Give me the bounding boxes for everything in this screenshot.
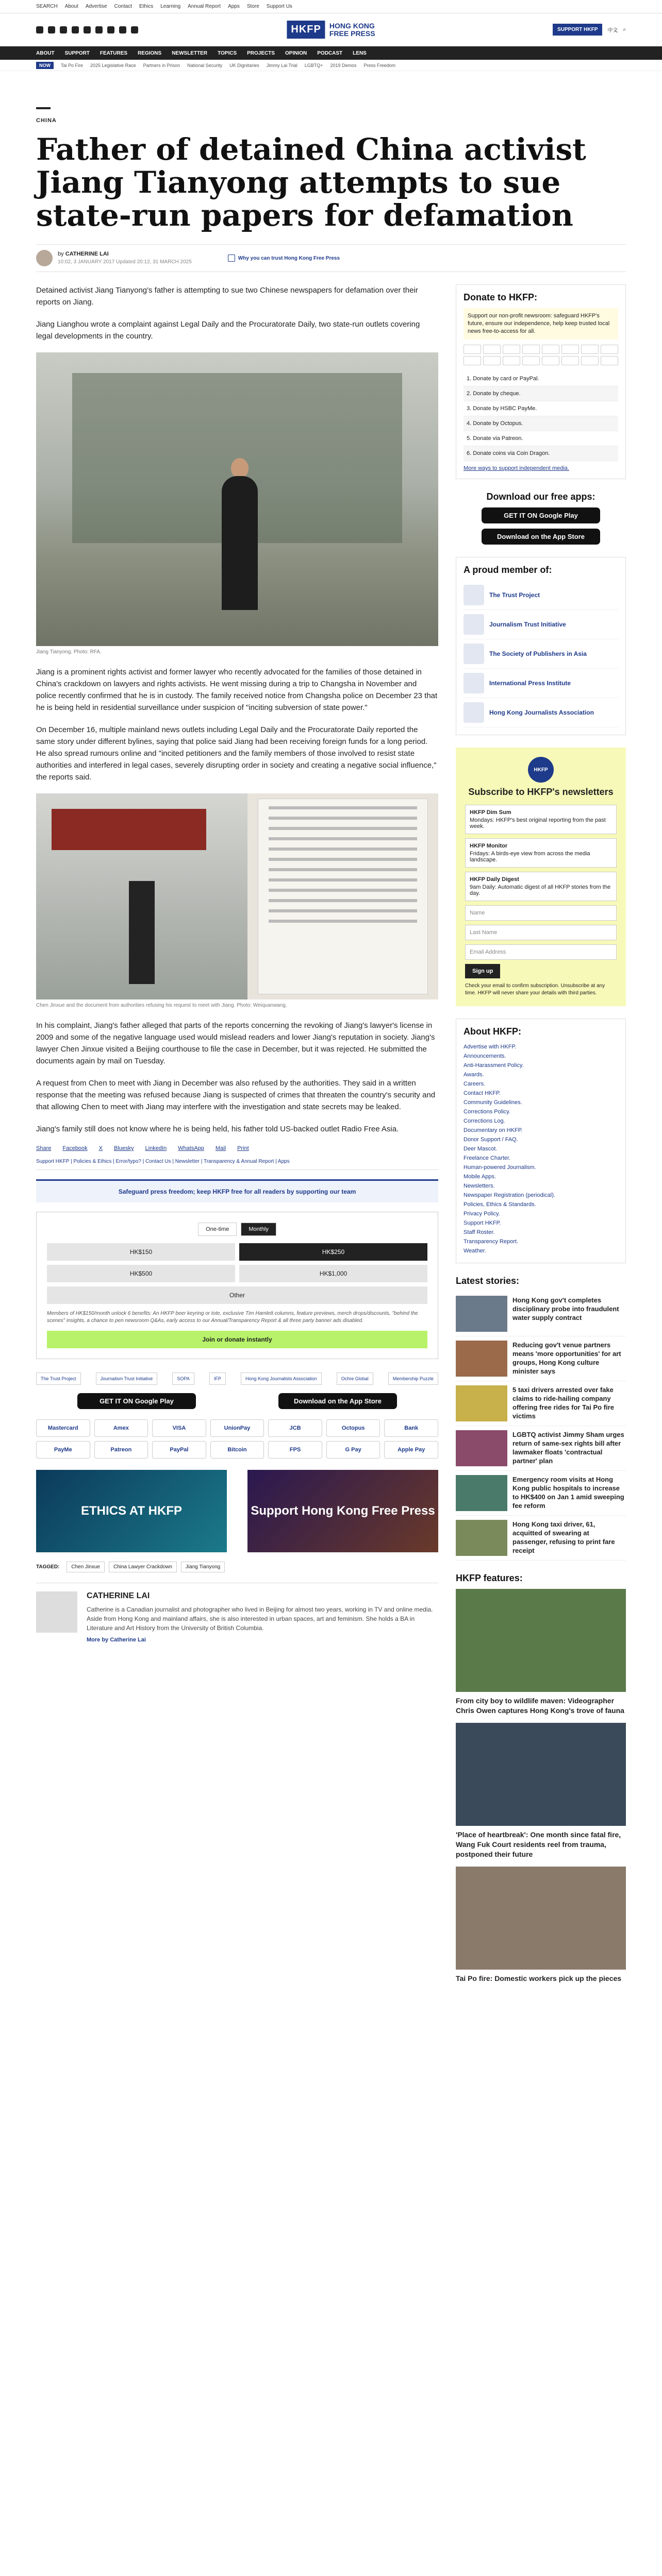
brand-row <box>0 13 662 46</box>
site-logo[interactable] <box>287 21 375 39</box>
paragraph: On December 16, multiple mainland news outlets including Legal Daily and the Procuratorate Daily reported the same story under different bylines, saying that police said Jiang had been receiving foreign funds for a long period. He also spread rumours online and "incited petitioners and the family members of those involved to resist state authorities and interfered in legal cases, severely disrupting order in society and creating a negative social influence," the reports said. <box>36 725 437 782</box>
nav-item[interactable]: NEWSLETTER <box>172 50 208 56</box>
nav-item[interactable]: REGIONS <box>138 50 162 56</box>
topbar-link[interactable]: Apps <box>228 4 240 9</box>
trending-link[interactable]: 2019 Demos <box>330 62 357 68</box>
nav-item[interactable]: PROJECTS <box>247 50 275 56</box>
paragraph: Jiang's family still does not know where he is being held, his father told US-backed outlet Radio Free Asia. <box>36 1125 399 1133</box>
amount-option[interactable]: HK$150 <box>47 1243 235 1261</box>
support-promo[interactable]: Support Hong Kong Free Press <box>247 1470 438 1552</box>
donation-widget <box>36 1212 438 1359</box>
sidebar-apps <box>456 492 626 545</box>
paragraph: Jiang is a prominent rights activist and former lawyer who recently advocated for the families of those detained in China's crackdown on lawyers and rights activists. He went missing during a trip to Changsha in November and police recently confirmed that he is in custody. The family received notice from Changsha police on December 23 that he is being held in residential surveillance under suspicion of "inciting subversion of state power." <box>36 668 438 712</box>
partner-logo[interactable]: The Trust Project <box>36 1372 81 1385</box>
last-name-field[interactable]: Last Name <box>465 925 617 940</box>
share-link[interactable]: X <box>98 1145 103 1151</box>
content-layout <box>0 284 662 1991</box>
category-bar <box>36 107 51 109</box>
feature-headline: Tai Po fire: Domestic workers pick up the pieces <box>456 1974 622 1982</box>
paragraph: Jiang Lianghou wrote a complaint against Legal Daily and the Procuratorate Daily, two state-run outlets covering legal developments in the country. <box>36 320 420 341</box>
payment-logo: PayPal <box>152 1441 206 1459</box>
member-logo[interactable] <box>464 669 618 698</box>
join-button[interactable]: Join or donate instantly <box>47 1331 427 1348</box>
trending-link[interactable]: UK Dignitaries <box>229 62 259 68</box>
topbar-link[interactable]: About <box>64 4 78 9</box>
about-link[interactable]: Announcements. <box>464 1053 506 1059</box>
newsletter-box <box>456 748 626 1006</box>
about-link[interactable]: Weather. <box>464 1248 486 1254</box>
partner-logo[interactable]: SOPA <box>172 1372 194 1385</box>
feature-headline: From city boy to wildlife maven: Videographer Chris Owen captures Hong Kong's trove of fauna <box>456 1697 624 1715</box>
about-box <box>456 1019 626 1263</box>
topbar-link[interactable]: Ethics <box>139 4 154 9</box>
donate-option[interactable]: 5. Donate via Patreon. <box>464 431 618 446</box>
photo-caption: Chen Jinxue and the document from authorities refusing his request to meet with Jiang. Photo: Weiquanwang. <box>36 1003 287 1008</box>
donate-option[interactable]: 3. Donate by HSBC PayMe. <box>464 401 618 416</box>
latest-title: Latest stories: <box>456 1276 520 1286</box>
author-avatar <box>36 250 53 266</box>
share-bar <box>36 1145 438 1151</box>
newsletter-option[interactable] <box>465 838 617 868</box>
payment-logo: Amex <box>94 1419 148 1437</box>
newsletter-note: Check your email to confirm subscription. Unsubscribe at any time. HKFP will never share your details with third parties. <box>465 983 605 996</box>
nav-item[interactable]: TOPICS <box>218 50 237 56</box>
language-link[interactable]: 中文 <box>607 28 618 33</box>
telegram-icon[interactable] <box>107 26 114 33</box>
trending-link[interactable]: Partners in Prison <box>143 62 180 68</box>
more-by-author[interactable]: More by Catherine Lai <box>87 1637 146 1643</box>
article-dates: 10:02, 3 JANUARY 2017 Updated 20:12, 31 MARCH 2025 <box>58 259 192 265</box>
share-link[interactable]: LinkedIn <box>145 1145 167 1151</box>
share-link[interactable]: Share <box>36 1145 52 1151</box>
story-thumb <box>456 1520 507 1556</box>
story-thumb <box>456 1296 507 1332</box>
about-title: About HKFP: <box>464 1026 521 1037</box>
donate-banner[interactable]: Safeguard press freedom; keep HKFP free for all readers by supporting our team <box>36 1179 438 1202</box>
tab-one-time[interactable]: One-time <box>198 1223 237 1236</box>
partner-logo[interactable]: Ochre Global <box>337 1372 373 1385</box>
story-thumb <box>456 1341 507 1377</box>
about-link[interactable]: Advertise with HKFP. <box>464 1044 517 1050</box>
member-logo-label: Journalism Trust Initiative <box>489 621 566 628</box>
about-link[interactable]: Deer Mascot. <box>464 1146 498 1152</box>
about-link[interactable]: Staff Roster. <box>464 1229 495 1235</box>
article-photo-jiang <box>36 352 438 646</box>
newsletter-option-desc: 9am Daily: Automatic digest of all HKFP stories from the day. <box>470 884 611 896</box>
member-logo-label: Hong Kong Journalists Association <box>489 709 594 716</box>
social-icons <box>36 26 138 33</box>
card-logos <box>464 345 618 365</box>
newsletter-option-title: HKFP Monitor <box>470 843 508 849</box>
feature-image <box>456 1723 626 1826</box>
feature-story[interactable] <box>456 1723 626 1859</box>
share-link[interactable]: Print <box>237 1145 249 1151</box>
trending-link[interactable]: 2025 Legislative Race <box>90 62 136 68</box>
latest-story[interactable] <box>456 1471 626 1516</box>
trending-link[interactable]: Jimmy Lai Trial <box>266 62 297 68</box>
article-body <box>36 284 438 1991</box>
about-link[interactable]: Documentary on HKFP. <box>464 1127 523 1133</box>
instagram-icon[interactable] <box>60 26 67 33</box>
payment-logo: FPS <box>268 1441 322 1459</box>
latest-story[interactable] <box>456 1426 626 1471</box>
donate-option[interactable]: 1. Donate by card or PayPal. <box>464 371 618 386</box>
byline: by CATHERINE LAI 10:02, 3 JANUARY 2017 Updated 20:12, 31 MARCH 2025 Why you can trust Hong Kong Free Press <box>36 244 626 272</box>
nav-item[interactable]: SUPPORT <box>64 50 90 56</box>
nav-item[interactable]: ABOUT <box>36 50 55 56</box>
partner-logos <box>36 1372 438 1385</box>
tab-monthly[interactable]: Monthly <box>241 1223 276 1236</box>
paragraph: Detained activist Jiang Tianyong's father is attempting to sue two Chinese newspapers for defamation over their reports on Jiang. <box>36 286 418 307</box>
app-store-button[interactable]: Download on the App Store <box>278 1393 397 1409</box>
share-link[interactable]: Bluesky <box>114 1145 134 1151</box>
about-link[interactable]: Freelance Charter. <box>464 1155 511 1161</box>
latest-story[interactable] <box>456 1292 626 1336</box>
newsletter-option-desc: Mondays: HKFP's best original reporting from the past week. <box>470 817 606 829</box>
amount-other[interactable]: Other <box>47 1286 427 1304</box>
tags <box>36 1562 438 1572</box>
newsletter-option-desc: Fridays: A birds-eye view from across the media landscape. <box>470 851 590 863</box>
member-logo-icon <box>464 643 484 664</box>
member-logo[interactable] <box>464 610 618 639</box>
threads-icon[interactable] <box>72 26 79 33</box>
nav-item[interactable]: PODCAST <box>317 50 343 56</box>
feature-image <box>456 1589 626 1692</box>
newsletter-option[interactable] <box>465 872 617 901</box>
payment-logo: Mastercard <box>36 1419 90 1437</box>
search-icon[interactable]: ⌕ <box>623 27 626 32</box>
about-link[interactable]: Newspaper Registration (periodical). <box>464 1192 555 1198</box>
member-logo[interactable] <box>464 581 618 610</box>
trending-bar <box>0 60 662 71</box>
newsletter-option[interactable] <box>465 805 617 834</box>
partner-logo[interactable]: Journalism Trust Initiative <box>96 1372 158 1385</box>
member-logo-label: International Press Institute <box>489 680 571 687</box>
share-link[interactable]: Facebook <box>62 1145 88 1151</box>
newsletter-option-title: HKFP Daily Digest <box>470 876 519 883</box>
story-thumb <box>456 1385 507 1421</box>
tag-link[interactable]: China Lawyer Crackdown <box>109 1562 177 1572</box>
amount-option[interactable]: HK$1,000 <box>239 1265 427 1282</box>
x-icon[interactable] <box>48 26 55 33</box>
sidebar-donate-title: Donate to HKFP: <box>464 292 537 302</box>
about-link[interactable]: Mobile Apps. <box>464 1174 496 1180</box>
story-thumb <box>456 1475 507 1511</box>
topbar-link[interactable]: Contact <box>114 4 132 9</box>
donate-option[interactable]: 6. Donate coins via Coin Dragon. <box>464 446 618 461</box>
member-logo-icon <box>464 673 484 693</box>
features-title: HKFP features: <box>456 1573 523 1583</box>
rss-icon[interactable] <box>131 26 138 33</box>
facebook-icon[interactable] <box>36 26 43 33</box>
more-ways-link[interactable]: More ways to support independent media. <box>464 465 569 471</box>
utility-bar <box>0 0 662 13</box>
trending-link[interactable]: Press Freedom <box>363 62 396 68</box>
about-link[interactable]: Corrections Log. <box>464 1118 505 1124</box>
trending-link[interactable]: Tai Po Fire <box>61 62 84 68</box>
about-link[interactable]: Awards. <box>464 1072 484 1078</box>
feature-story[interactable] <box>456 1867 626 1984</box>
logo-line2: FREE PRESS <box>329 29 375 38</box>
about-link[interactable]: Corrections Policy. <box>464 1109 510 1115</box>
tags-label: TAGGED: <box>36 1564 60 1570</box>
member-logo[interactable] <box>464 698 618 727</box>
email-field[interactable]: Email Address <box>465 944 617 960</box>
google-play-button[interactable]: GET IT ON Google Play <box>77 1393 196 1409</box>
signup-button[interactable]: Sign up <box>465 964 500 978</box>
topbar-link[interactable]: Advertise <box>85 4 107 9</box>
youtube-icon[interactable] <box>84 26 91 33</box>
about-link[interactable]: Newsletters. <box>464 1183 495 1189</box>
tag-link[interactable]: Chen Jinxue <box>67 1562 105 1572</box>
donate-option[interactable]: 4. Donate by Octopus. <box>464 416 618 431</box>
newsletter-title: Subscribe to HKFP's newsletters <box>468 787 614 797</box>
member-logo-icon <box>464 702 484 723</box>
payment-methods <box>36 1419 438 1459</box>
logo-line1: HONG KONG <box>329 21 375 30</box>
trust-icon <box>228 255 235 262</box>
member-title: A proud member of: <box>464 565 552 575</box>
article-photo-chen <box>36 793 438 999</box>
about-link[interactable]: Anti-Harassment Policy. <box>464 1062 524 1069</box>
story-headline: Hong Kong gov't completes disciplinary probe into fraudulent water supply contract <box>512 1296 619 1321</box>
latest-story[interactable] <box>456 1381 626 1426</box>
nav-item[interactable]: FEATURES <box>100 50 128 56</box>
feature-story[interactable] <box>456 1589 626 1716</box>
photo-caption: Jiang Tianyong. Photo: RFA. <box>36 649 102 655</box>
newsletter-badge: HKFP <box>528 757 554 783</box>
nav-item[interactable]: LENS <box>353 50 367 56</box>
author-photo <box>36 1591 77 1633</box>
feature-headline: 'Place of heartbreak': One month since fatal fire, Wang Fuk Court residents reel from trauma, postponed their future <box>456 1831 621 1858</box>
partner-logo[interactable]: Hong Kong Journalists Association <box>241 1372 322 1385</box>
nav-item[interactable]: OPINION <box>285 50 307 56</box>
mail-icon[interactable] <box>119 26 126 33</box>
share-link[interactable]: WhatsApp <box>178 1145 204 1151</box>
story-thumb <box>456 1430 507 1466</box>
sidebar-donate <box>456 284 626 479</box>
app-store-button[interactable]: Download on the App Store <box>482 529 600 545</box>
story-headline: Reducing gov't venue partners means 'more opportunities' for art groups, Hong Kong culture minister says <box>512 1341 621 1375</box>
author-bio: Catherine is a Canadian journalist and photographer who lived in Beijing for almost two years, working in TV and online media. Aside from Hong Kong and mainland affairs, she is also interested in urban spaces, art and feminism. She holds a BA in Literature and Art History from the University of British Columbia. <box>87 1606 433 1632</box>
trust-link[interactable] <box>228 255 340 262</box>
payment-logo: JCB <box>268 1419 322 1437</box>
topbar-link[interactable]: Learning <box>160 4 181 9</box>
about-link[interactable]: Policies, Ethics & Standards. <box>464 1201 536 1208</box>
amount-option[interactable]: HK$500 <box>47 1265 235 1282</box>
story-headline: 5 taxi drivers arrested over fake claims to ride-hailing company offering free rides for Tai Po fire victims <box>512 1386 614 1420</box>
article-header <box>0 71 662 272</box>
topbar-link[interactable]: Store <box>246 4 259 9</box>
topbar-link[interactable]: SEARCH <box>36 4 58 9</box>
member-logo-label: The Society of Publishers in Asia <box>489 650 587 657</box>
name-field[interactable]: Name <box>465 905 617 921</box>
apps-title: Download our free apps: <box>486 492 595 502</box>
author-box-name[interactable]: CATHERINE LAI <box>87 1591 150 1600</box>
donate-option[interactable]: 2. Donate by cheque. <box>464 386 618 401</box>
about-link[interactable]: Human-powered Journalism. <box>464 1164 536 1171</box>
logo-mark: HKFP <box>287 21 325 39</box>
sidebar <box>456 284 626 1991</box>
about-link[interactable]: Transparency Report. <box>464 1239 518 1245</box>
share-link[interactable]: Mail <box>215 1145 226 1151</box>
story-headline: Hong Kong taxi driver, 61, acquitted of swearing at passenger, refusing to print fare receipt <box>512 1520 615 1554</box>
donate-blurb: Support our non-profit newsroom: safeguard HKFP's future, ensure our independence, help keep trusted local news free-to-access for all. <box>464 308 618 340</box>
topbar-link[interactable]: Annual Report <box>188 4 221 9</box>
article-category[interactable]: CHINA <box>36 117 57 124</box>
payment-logo: Apple Pay <box>384 1441 438 1459</box>
partner-logo[interactable]: Membership Puzzle <box>388 1372 438 1385</box>
payment-logo: PayMe <box>36 1441 90 1459</box>
about-link[interactable]: Community Guidelines. <box>464 1099 522 1106</box>
about-link[interactable]: Donor Support / FAQ. <box>464 1137 518 1143</box>
about-link[interactable]: Privacy Policy. <box>464 1211 500 1217</box>
trending-label: NOW <box>36 62 54 69</box>
paragraph: A request from Chen to meet with Jiang in December was also refused by the authorities. They said in a written response that the meeting was refused because Jiang is suspected of crimes that threaten the country's security and that allowing Chen to meet with Jiang may interfere with the investigation and state secrets may be leaked. <box>36 1079 436 1111</box>
topbar-link[interactable]: Support Us <box>266 4 292 9</box>
about-link[interactable]: Support HKFP. <box>464 1220 501 1226</box>
payment-logo: Bitcoin <box>210 1441 264 1459</box>
latest-story[interactable] <box>456 1336 626 1381</box>
payment-logo: G Pay <box>326 1441 380 1459</box>
story-headline: Emergency room visits at Hong Kong public hospitals to increase to HK$400 on Jan 1 amid sweeping fee reform <box>512 1476 624 1510</box>
about-link[interactable]: Careers. <box>464 1081 486 1087</box>
latest-story[interactable] <box>456 1516 626 1561</box>
member-logo-icon <box>464 614 484 635</box>
amount-option[interactable]: HK$250 <box>239 1243 427 1261</box>
payment-logo: Bank <box>384 1419 438 1437</box>
member-logo-icon <box>464 585 484 605</box>
payment-logo: VISA <box>152 1419 206 1437</box>
paragraph: In his complaint, Jiang's father alleged that parts of the reports concerning the revoking of Jiang's lawyer's license in 2009 and some of the negative language used would mislead readers and lower Jiang's reputation in society. Jiang's lawyer Chen Jinxue visited a Beijing courthouse to file the case in December, but it was rejected. He submitted the documents again by mail on Tuesday. <box>36 1021 435 1065</box>
partner-logo[interactable]: IFP <box>209 1372 226 1385</box>
story-headline: LGBTQ activist Jimmy Sham urges return of same-sex rights bill after lawmaker floats 'contractual partner' plan <box>512 1431 624 1465</box>
payment-logo: UnionPay <box>210 1419 264 1437</box>
support-button[interactable]: SUPPORT HKFP <box>553 24 602 36</box>
article-title: Father of detained China activist Jiang Tianyong attempts to sue state-run papers for defamation <box>36 132 586 233</box>
trust-label: Why you can trust Hong Kong Free Press <box>238 255 340 261</box>
trending-link[interactable]: National Security <box>187 62 223 68</box>
author-box <box>36 1583 438 1643</box>
main-nav <box>0 46 662 60</box>
trending-link[interactable]: LGBTQ+ <box>304 62 323 68</box>
payment-logo: Octopus <box>326 1419 380 1437</box>
google-play-button[interactable]: GET IT ON Google Play <box>482 507 600 523</box>
member-logo[interactable] <box>464 639 618 669</box>
linkedin-icon[interactable] <box>95 26 103 33</box>
ethics-promo[interactable]: ETHICS AT HKFP <box>36 1470 227 1552</box>
about-link[interactable]: Contact HKFP. <box>464 1090 501 1096</box>
author-name[interactable]: CATHERINE LAI <box>65 251 109 257</box>
sidebar-members <box>456 557 626 735</box>
support-links[interactable]: Support HKFP | Policies & Ethics | Error/typo? | Contact Us | Newsletter | Transparency & Annual Report | Apps <box>36 1159 438 1170</box>
tag-link[interactable]: Jiang Tianyong <box>181 1562 225 1572</box>
membership-note: Members of HK$150/month unlock 6 benefits: An HKFP beer keyring or tote, exclusive Tim Hamlett columns, feature previews, merch drops/discounts, "behind the scenes" insights, a chance to pen newsroom Q&As, early access to our Annual/Transparency Report & all three party banner ads disabled. <box>47 1311 418 1324</box>
member-logo-label: The Trust Project <box>489 591 540 599</box>
payment-logo: Patreon <box>94 1441 148 1459</box>
feature-image <box>456 1867 626 1970</box>
newsletter-option-title: HKFP Dim Sum <box>470 809 511 816</box>
